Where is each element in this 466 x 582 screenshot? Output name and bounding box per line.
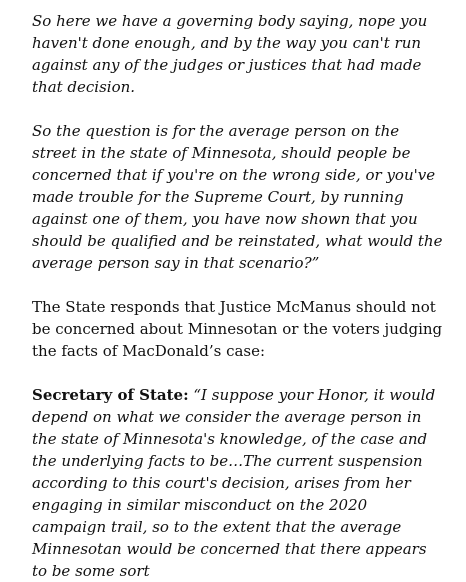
speaker-colon: : — [183, 386, 189, 404]
speaker-label: Secretary of State — [32, 386, 184, 404]
quote-paragraph-governing-body: So here we have a governing body saying, nope you haven't done enough, and by the way you can't run against any of the judges or justices that had made that decision. — [32, 12, 428, 96]
secretary-of-state-paragraph — [32, 384, 446, 582]
speaker-quote: “I suppose your Honor, it would depend on what we consider the average person in the state of Minnesota's knowledge, of the case and the underlying facts to be…The current suspension according to this court's decision, arises from her engaging in similar misconduct on the 2020 campaign trail, so to the extent that the average Minnesotan would be concerned that there appears to be some sort — [32, 386, 436, 580]
narrative-paragraph-state-response: The State responds that Justice McManus should not be concerned about Minnesotan or the voters judging the facts of MacDonald’s case: — [32, 298, 443, 360]
quote-paragraph-average-person: So the question is for the average person on the street in the state of Minnesota, should people be concerned that if you're on the wrong side, or you've made trouble for the Supreme Court, by running against one of them, you have now shown that you should be qualified and be reinstated, what would the average person say in that scenario?” — [32, 122, 443, 272]
